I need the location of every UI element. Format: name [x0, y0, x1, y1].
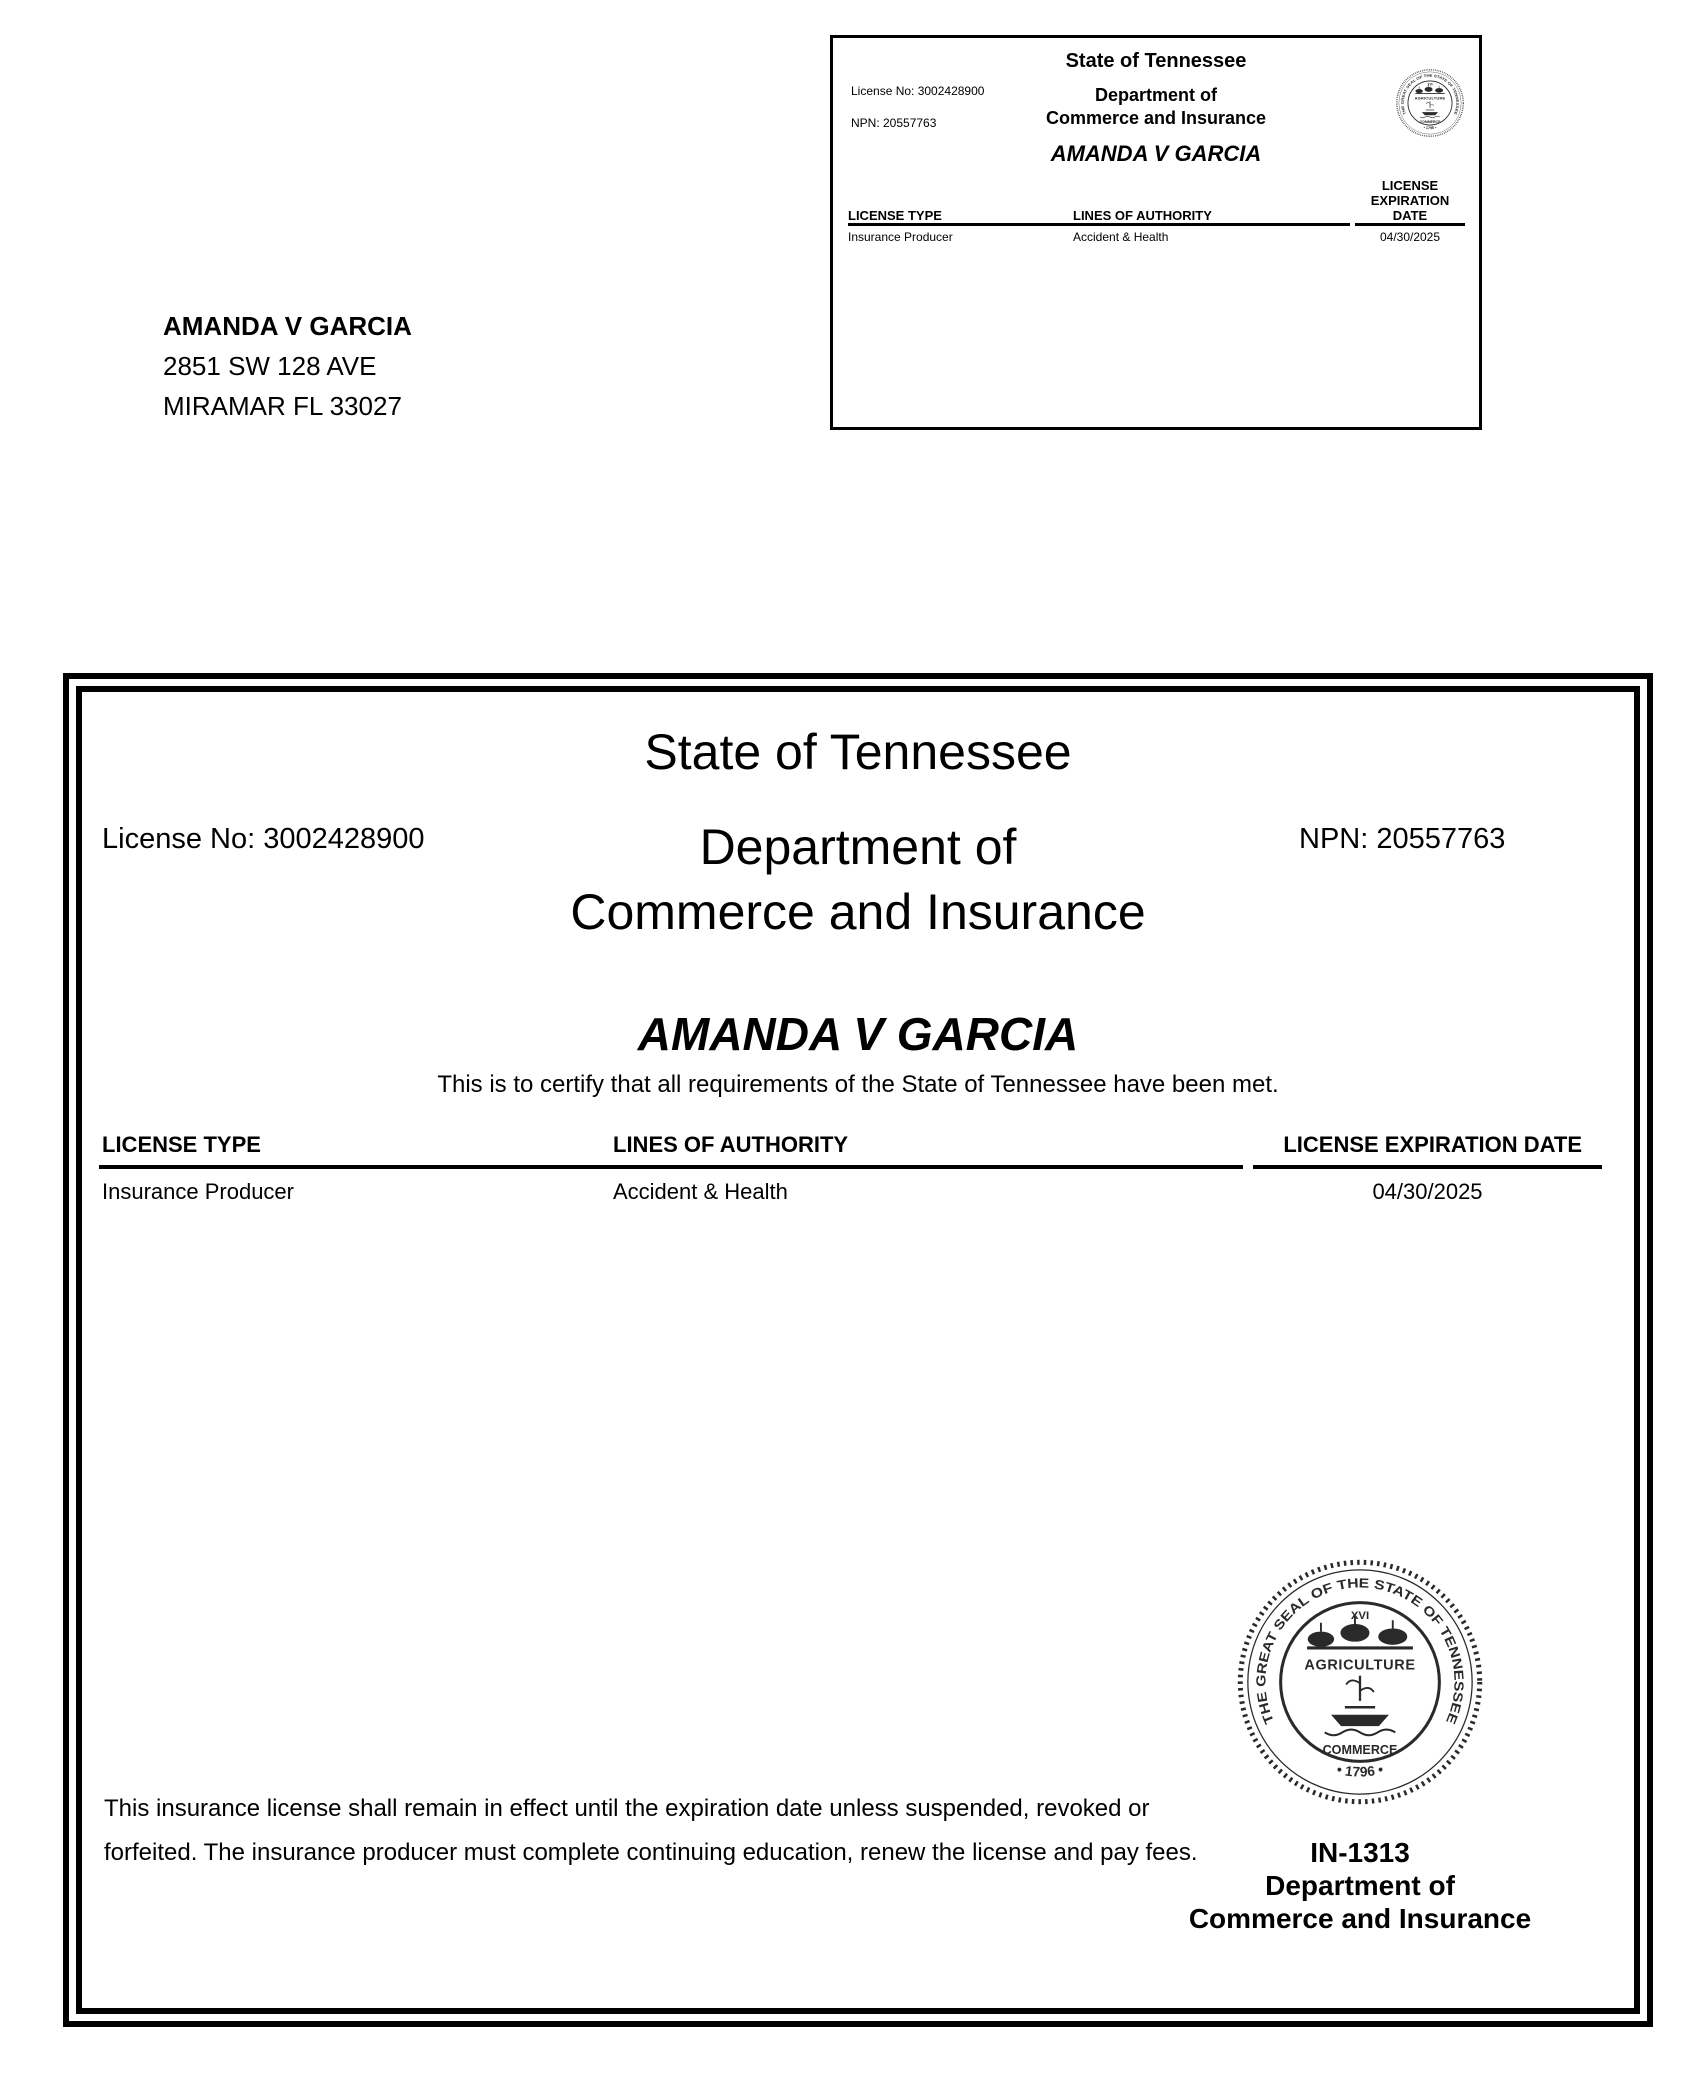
certificate-footer-line2: forfeited. The insurance producer must complete continuing education, renew the license and pay fees. [104, 1839, 1198, 1866]
card-lines-of-authority-header: LINES OF AUTHORITY [1073, 208, 1212, 223]
card-license-type-value: Insurance Producer [848, 230, 953, 244]
seal-numeral-text: XVI [1350, 1610, 1370, 1622]
seal-plant-sprig [1346, 1676, 1374, 1701]
seal-numeral-text: XVI [1427, 82, 1433, 87]
certificate-outer-border [63, 673, 1653, 2027]
certificate-license-number: License No: 3002428900 [102, 823, 425, 855]
certificate-expiration-header: LICENSE EXPIRATION DATE [1283, 1132, 1582, 1157]
certificate-lines-of-authority-value: Accident & Health [613, 1179, 788, 1204]
license-wallet-card [830, 35, 1482, 430]
seal-plant-sprig [1426, 101, 1434, 108]
certificate-licensee-name: AMANDA V GARCIA [637, 1008, 1079, 1060]
card-department-line1: Department of [1094, 85, 1217, 105]
certificate-license-type-value: Insurance Producer [102, 1179, 294, 1204]
svg-text:• 1796 • [1335, 1761, 1384, 1780]
seal-ring-text: THE GREAT SEAL OF THE STATE OF TENNESSEE [1400, 73, 1460, 116]
certificate-state-title: State of Tennessee [644, 724, 1072, 780]
card-license-number: License No: 3002428900 [851, 84, 985, 98]
form-number: IN-1313 [1310, 1837, 1410, 1868]
certificate-form-block [1160, 1836, 1560, 1935]
seal-commerce-text: COMMERCE [1419, 119, 1441, 124]
seal-commerce-text: COMMERCE [1322, 1742, 1398, 1757]
license-certificate [63, 673, 1653, 2027]
card-npn-number: NPN: 20557763 [851, 116, 937, 130]
certificate-header-rule-right [1253, 1165, 1602, 1169]
card-state-title: State of Tennessee [1065, 50, 1247, 72]
mailing-address [163, 306, 412, 426]
svg-text:• 1796 • [1423, 125, 1437, 130]
certificate-certification-text: This is to certify that all requirements of the State of Tennessee have been met. [437, 1071, 1279, 1098]
card-department-line2: Commerce and Insurance [1045, 108, 1267, 128]
certificate-npn-number: NPN: 20557763 [1299, 823, 1506, 855]
certificate-department-line2: Commerce and Insurance [570, 884, 1146, 940]
card-licensee-name: AMANDA V GARCIA [1050, 141, 1262, 166]
certificate-department-line1: Department of [699, 819, 1017, 875]
seal-commerce-boat [1325, 1707, 1396, 1735]
seal-year-text: • 1796 • [1423, 125, 1437, 131]
seal-agriculture-text: AGRICULTURE [1304, 1657, 1416, 1674]
certificate-header-rule-left [99, 1165, 1243, 1169]
form-department-line1: Department of [1265, 1870, 1455, 1901]
tennessee-state-seal-icon [1395, 68, 1465, 138]
card-header-rule-right [1355, 223, 1465, 226]
card-lines-of-authority-value: Accident & Health [1073, 230, 1169, 244]
certificate-lines-of-authority-header: LINES OF AUTHORITY [613, 1132, 849, 1157]
address-street: 2851 SW 128 AVE [163, 351, 377, 381]
tennessee-state-seal-large [1234, 1556, 1486, 1808]
certificate-expiration-value: 04/30/2025 [1372, 1179, 1483, 1204]
address-city-state-zip: MIRAMAR FL 33027 [163, 391, 402, 421]
seal-agriculture-text: AGRICULTURE [1414, 95, 1446, 101]
certificate-footer-line1: This insurance license shall remain in effect until the expiration date unless suspended, revoked or [104, 1795, 1150, 1822]
card-expiration-header: LICENSE EXPIRATION DATE [1370, 178, 1450, 223]
certificate-license-type-header: LICENSE TYPE [102, 1132, 261, 1157]
form-department-line2: Commerce and Insurance [1188, 1903, 1532, 1934]
card-expiration-value: 04/30/2025 [1379, 230, 1441, 244]
card-header-rule-left [848, 223, 1350, 226]
address-name: AMANDA V GARCIA [163, 311, 412, 341]
seal-ring-text: THE GREAT SEAL OF THE STATE OF TENNESSEE [1253, 1575, 1467, 1727]
seal-commerce-boat [1420, 110, 1440, 118]
seal-year-text: • 1796 • [1335, 1760, 1385, 1780]
card-license-type-header: LICENSE TYPE [848, 208, 942, 223]
